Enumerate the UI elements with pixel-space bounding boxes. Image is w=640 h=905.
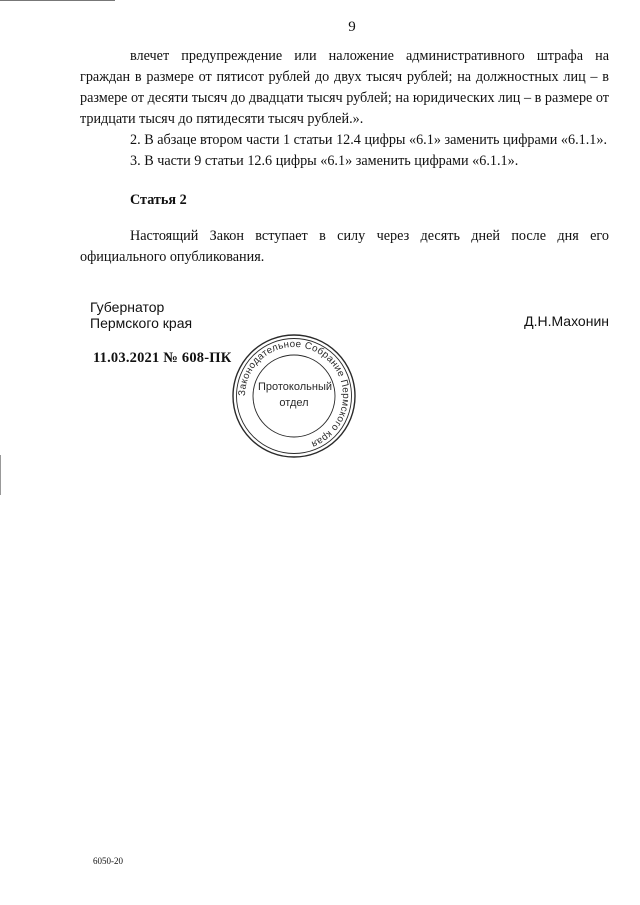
signatory-title-line1: Губернатор (90, 299, 165, 315)
amendment-paragraph-continuation: влечет предупреждение или наложение административного штрафа на граждан в размере от пятисот рублей до двух тысяч рублей; на должностных лиц – в размере от десяти тысяч до двадцати тысяч рублей; на юридических лиц – в размере от тридцати тысяч до пятидесяти тысяч рублей.». (80, 48, 609, 127)
amendment-paragraph-3: 3. В части 9 статьи 12.6 цифры «6.1» заменить цифрами «6.1.1». (130, 153, 519, 169)
amendment-paragraph-2: 2. В абзаце втором части 1 статьи 12.4 цифры «6.1» заменить цифрами «6.1.1». (130, 132, 608, 148)
article-heading: Статья 2 (130, 192, 187, 208)
seal-outer-circle (233, 335, 355, 457)
law-effective-paragraph: Настоящий Закон вступает в силу через десять дней после дня его официального опубликования. (80, 228, 609, 265)
signatory-title-line2: Пермского края (90, 315, 193, 331)
seal-ring-text: Законодательное Собрание Пермского края (236, 338, 352, 450)
amendment-paragraphs (80, 46, 609, 172)
page-number: 9 (348, 19, 356, 35)
document-code: 6050-20 (93, 856, 123, 866)
date-and-law-number: 11.03.2021 № 608-ПК (93, 350, 232, 366)
signatory-name: Д.Н.Махонин (524, 313, 609, 329)
scan-edge-top (0, 0, 115, 1)
seal-inner-line2: отдел (279, 397, 309, 409)
seal-inner-line1: Протокольный (257, 381, 333, 393)
law-effective-section (80, 226, 609, 268)
seal-stamp (231, 333, 357, 459)
scan-edge-left (0, 455, 6, 495)
signatory-title (90, 299, 192, 331)
